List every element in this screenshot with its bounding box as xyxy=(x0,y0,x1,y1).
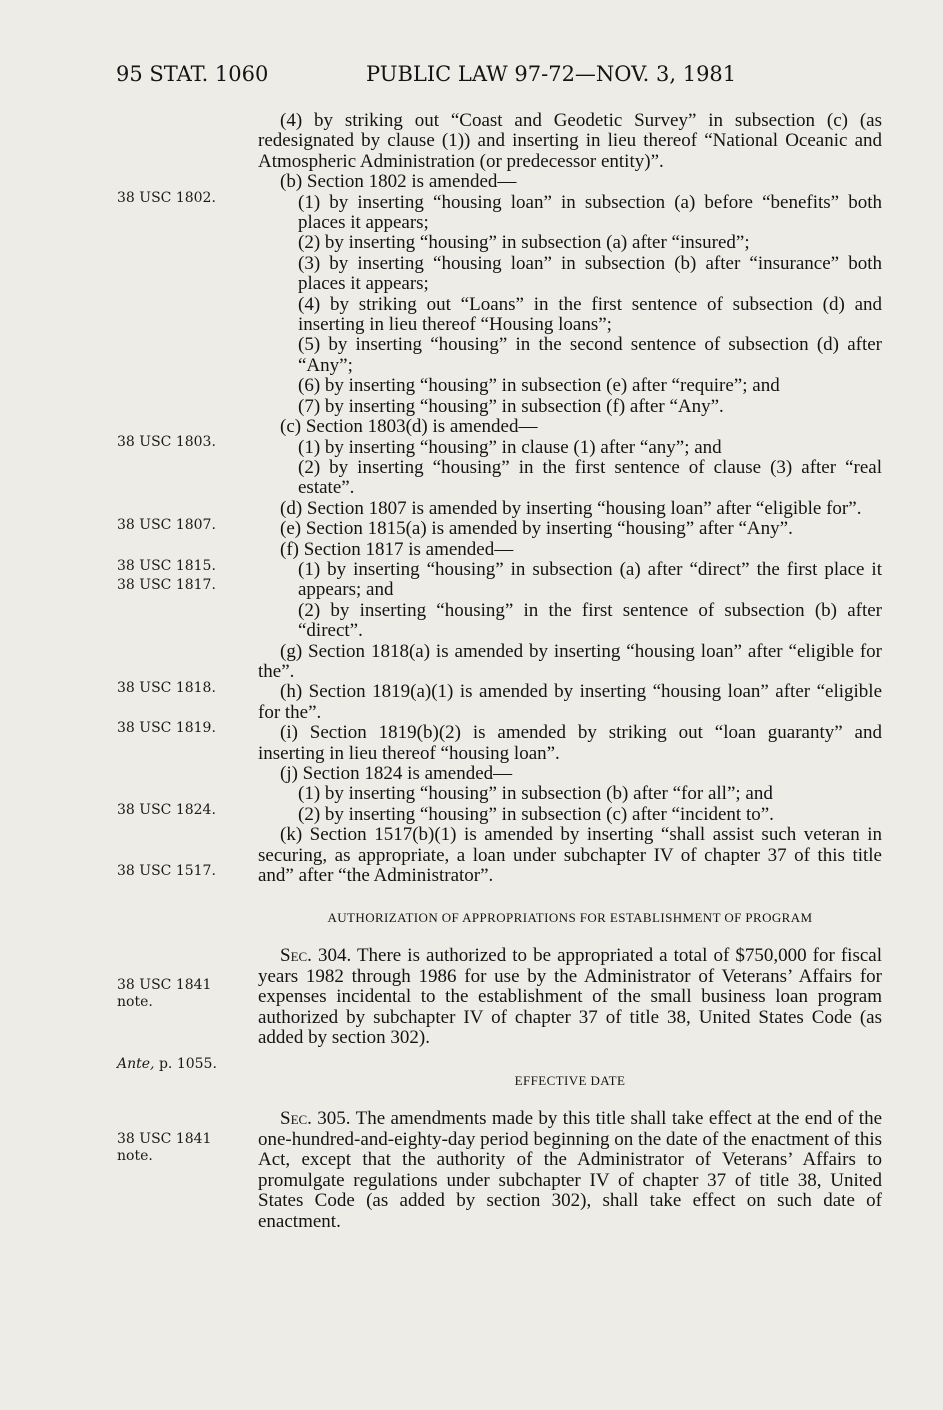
para-b: (b) Section 1802 is amended— xyxy=(280,171,517,193)
margin-note-1803: 38 USC 1803. xyxy=(117,434,216,450)
para-j1: (1) by inserting “housing” in subsection (b) after “for all”; and xyxy=(298,783,773,805)
running-title: PUBLIC LAW 97-72—NOV. 3, 1981 xyxy=(366,62,737,86)
margin-note-1807: 38 USC 1807. xyxy=(117,517,216,533)
heading-effective-date: EFFECTIVE DATE xyxy=(514,1073,626,1089)
margin-note-1817: 38 USC 1817. xyxy=(117,577,216,593)
section-304-text: There is authorized to be appropriated a total of $750,000 for fiscal years 1982 through 1986 for use by the Administrator of Veterans’ Affairs for expenses incidental to the establishment of the small business loan program authorized by subchapter IV of chapter 37 of title 38, United States Code (as added by section 302). xyxy=(258,945,882,1049)
margin-note-1517: 38 USC 1517. xyxy=(117,863,216,879)
para-b1: (1) by inserting “housing loan” in subsection (a) before “benefits” both places it appears; xyxy=(298,191,882,234)
margin-note-1818: 38 USC 1818. xyxy=(117,680,216,696)
margin-note-ante xyxy=(117,1056,247,1073)
para-i: (i) Section 1819(b)(2) is amended by striking out “loan guaranty” and inserting in lieu thereof “housing loan”. xyxy=(258,722,882,764)
para-g: (g) Section 1818(a) is amended by inserting “housing loan” after “eligible for the”. xyxy=(258,640,882,682)
margin-note-1824: 38 USC 1824. xyxy=(117,802,216,818)
section-304-label: Sec. 304. xyxy=(280,945,352,967)
para-j2: (2) by inserting “housing” in subsection (c) after “incident to”. xyxy=(298,803,774,825)
para-b4: (4) by striking out “Loans” in the first sentence of subsection (d) and inserting in lieu thereof “Housing loans”; xyxy=(298,293,882,336)
heading-authorization: AUTHORIZATION OF APPROPRIATIONS FOR ESTABLISHMENT OF PROGRAM xyxy=(327,910,813,926)
para-k: (k) Section 1517(b)(1) is amended by inserting “shall assist such veteran in securing, as appropriate, a loan under subchapter IV of chapter 37 of this title and” after “the Administrator”. xyxy=(258,824,882,887)
para-b5: (5) by inserting “housing” in the second sentence of subsection (d) after “Any”; xyxy=(298,334,882,376)
body-text xyxy=(258,111,882,1232)
para-f1: (1) by inserting “housing” in subsection (a) after “direct” the first place it appears; and xyxy=(298,558,882,601)
margin-note-1841-a-line1: 38 USC 1841 xyxy=(117,977,212,993)
margin-note-1841-a xyxy=(117,977,247,1011)
margin-note-ante-italic: Ante, xyxy=(117,1056,155,1072)
statute-citation: 95 STAT. 1060 xyxy=(116,62,269,86)
margin-note-1815: 38 USC 1815. xyxy=(117,558,216,574)
para-d: (d) Section 1807 is amended by inserting “housing loan” after “eligible for”. xyxy=(280,497,862,519)
margin-note-1841-a-line2: note. xyxy=(117,994,153,1010)
margin-note-1819: 38 USC 1819. xyxy=(117,720,216,736)
margin-note-1841-b-line2: note. xyxy=(117,1148,153,1164)
section-305 xyxy=(258,1109,882,1231)
para-f2: (2) by inserting “housing” in the first sentence of subsection (b) after “direct”. xyxy=(298,599,882,642)
section-305-label: Sec. 305. xyxy=(280,1108,351,1130)
para-b2: (2) by inserting “housing” in subsection (a) after “insured”; xyxy=(298,232,750,254)
para-c: (c) Section 1803(d) is amended— xyxy=(280,416,538,438)
para-e: (e) Section 1815(a) is amended by inserting “housing” after “Any”. xyxy=(280,518,793,540)
margin-note-1841-b xyxy=(117,1131,247,1165)
para-f: (f) Section 1817 is amended— xyxy=(280,538,514,560)
margin-note-ante-page: p. 1055. xyxy=(158,1056,217,1072)
margin-note-1802: 38 USC 1802. xyxy=(117,190,216,206)
para-a4: (4) by striking out “Coast and Geodetic Survey” in subsection (c) (as redesignated by clause (1)) and inserting in lieu thereof “National Oceanic and Atmospheric Administration (or predecessor entity)”. xyxy=(258,110,882,172)
section-305-text: The amendments made by this title shall take effect at the end of the one-hundred-and-eighty-day period beginning on the date of the enactment of this Act, except that the authority of the Administrator of Veterans’ Affairs to promulgate regulations under subchapter IV of chapter 37 of title 38, United States Code (as added by section 302), shall take effect on such date of enactment. xyxy=(258,1108,882,1232)
para-b6: (6) by inserting “housing” in subsection (e) after “require”; and xyxy=(298,375,780,397)
para-h: (h) Section 1819(a)(1) is amended by inserting “housing loan” after “eligible for the”. xyxy=(258,681,882,723)
para-b7: (7) by inserting “housing” in subsection (f) after “Any”. xyxy=(298,395,724,417)
para-j: (j) Section 1824 is amended— xyxy=(280,763,513,784)
para-c2: (2) by inserting “housing” in the first sentence of clause (3) after “real estate”. xyxy=(298,456,882,499)
para-c1: (1) by inserting “housing” in clause (1) after “any”; and xyxy=(298,436,722,458)
margin-note-1841-b-line1: 38 USC 1841 xyxy=(117,1131,212,1147)
page-header xyxy=(116,62,896,90)
section-304 xyxy=(258,946,882,1048)
para-b3: (3) by inserting “housing loan” in subsection (b) after “insurance” both places it appears; xyxy=(298,252,882,295)
